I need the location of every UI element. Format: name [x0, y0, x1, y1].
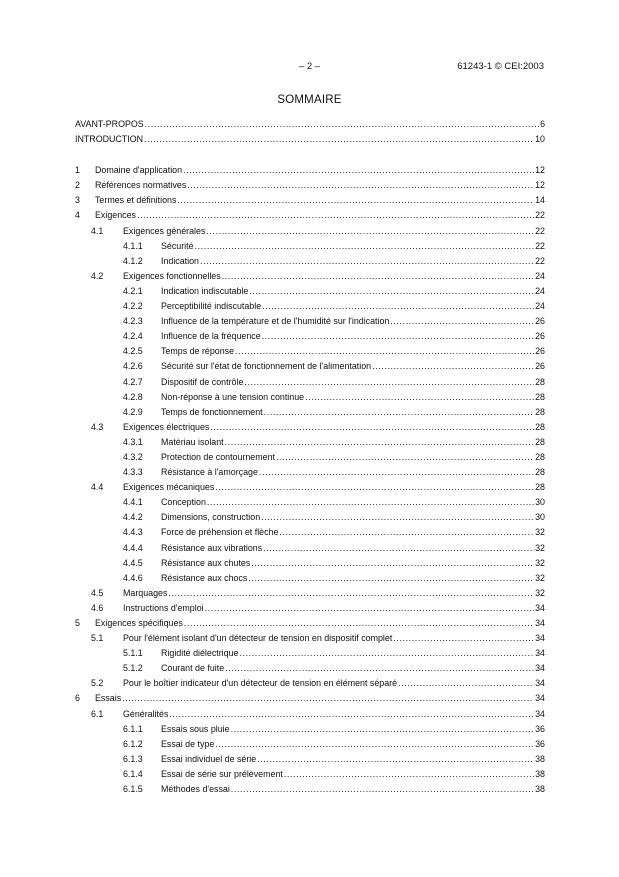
toc-entry-page: 34 [535, 618, 545, 628]
toc-entry-number: 4.2.6 [123, 361, 143, 372]
toc-entry[interactable] [75, 329, 545, 344]
toc-entry-label: INTRODUCTION [75, 134, 144, 145]
page-number: – 2 – [298, 61, 321, 72]
toc-entry[interactable] [75, 284, 545, 299]
dot-leader [263, 541, 534, 556]
toc-entry[interactable] [75, 224, 545, 239]
toc-entry-number: 4.2.2 [123, 301, 143, 312]
toc-entry-page: 26 [535, 331, 545, 342]
toc-entry-page: 34 [535, 602, 545, 613]
toc-entry-label: Instructions d'emploi [123, 602, 204, 613]
toc-entry[interactable] [75, 782, 545, 797]
toc-entry-number: 4.3.3 [123, 467, 143, 478]
toc-entry[interactable] [75, 586, 545, 601]
dot-leader [390, 314, 534, 329]
dot-leader [183, 163, 534, 178]
dot-leader [210, 420, 534, 435]
toc-entry-page: 14 [535, 195, 545, 206]
dot-leader [177, 193, 534, 208]
toc-entry-label: Rigidité diélectrique [161, 648, 239, 659]
dot-leader [249, 284, 534, 299]
toc-entry[interactable] [75, 661, 545, 676]
dot-leader [239, 646, 534, 661]
toc-entry[interactable] [75, 178, 545, 193]
toc-entry-page: 24 [535, 270, 545, 281]
toc-entry-page: 28 [535, 451, 545, 462]
toc-entry[interactable] [75, 752, 545, 767]
dot-leader [305, 390, 534, 405]
toc-entry-label: Non-réponse à une tension continue [161, 391, 305, 402]
toc-entry-number: 4.2.7 [123, 376, 143, 387]
toc-entry-label: Conception [161, 497, 206, 508]
toc-entry-number: 5 [75, 618, 80, 628]
dot-leader [225, 661, 534, 676]
toc-entry-label: Domaine d'application [95, 165, 183, 176]
toc-entry-number: 4.2.1 [123, 285, 143, 296]
toc-entry-number: 5.1.1 [123, 648, 143, 659]
toc-entry-number: 4.1.1 [123, 240, 143, 251]
toc-entry-label: Essai individuel de série [161, 753, 257, 764]
toc-entry-page: 22 [535, 240, 545, 251]
toc-entry-number: 4.4.3 [123, 527, 143, 538]
toc-entry-label: Dimensions, construction [161, 512, 261, 523]
toc-entry[interactable] [75, 510, 545, 525]
toc-entry-label: Références normatives [95, 180, 187, 191]
toc-entry-label: Influence de la température et de l'humidité sur l'indication [161, 316, 390, 327]
toc-entry-page: 34 [535, 633, 545, 644]
toc-entry-page: 12 [535, 180, 545, 191]
toc-entry-page: 24 [535, 301, 545, 312]
toc-entry-label: Dispositif de contrôle [161, 376, 244, 387]
dot-leader [145, 117, 539, 132]
toc-entry[interactable] [75, 691, 545, 706]
toc-entry[interactable] [75, 556, 545, 571]
toc-entry-number: 6.1.2 [123, 738, 143, 749]
toc-entry-number: 4.4 [91, 482, 104, 493]
toc-entry-number: 6 [75, 693, 80, 704]
dot-leader [231, 722, 535, 737]
toc-entry[interactable] [75, 254, 545, 269]
toc-entry[interactable] [75, 405, 545, 420]
toc-entry-page: 34 [535, 663, 545, 674]
toc-entry[interactable] [75, 420, 545, 435]
toc-entry-page: 32 [535, 557, 545, 568]
toc-entry[interactable] [75, 299, 545, 314]
toc-entry-number: 6.1.4 [123, 768, 143, 779]
dot-leader [235, 344, 534, 359]
toc-entry-label: Résistance aux chocs [161, 572, 248, 583]
dot-leader [393, 631, 534, 646]
toc-entry-label: Exigences spécifiques [95, 618, 183, 628]
toc-entry[interactable] [75, 676, 545, 691]
toc-entry-page: 26 [535, 346, 545, 357]
toc-entry[interactable] [75, 767, 545, 782]
toc-entry[interactable] [75, 208, 545, 223]
toc-entry[interactable] [75, 132, 545, 147]
toc-entry-page: 24 [535, 285, 545, 296]
table-of-contents [75, 117, 545, 797]
dot-leader [279, 525, 534, 540]
toc-entry-page: 32 [535, 587, 545, 598]
toc-entry-number: 6.1 [91, 708, 104, 719]
toc-entry-page: 6 [540, 119, 545, 129]
dot-leader [207, 495, 534, 510]
toc-entry-number: 4.4.5 [123, 557, 143, 568]
dot-leader [257, 752, 534, 767]
toc-entry-number: 5.2 [91, 678, 104, 689]
toc-entry-number: 4.1.2 [123, 255, 143, 266]
toc-entry-label: Sécurité [161, 240, 194, 251]
toc-entry-page: 22 [535, 210, 545, 221]
toc-entry-page: 34 [535, 678, 545, 689]
toc-entry[interactable] [75, 707, 545, 722]
toc-entry-number: 4.4.4 [123, 542, 143, 553]
toc-entry-label: Indication indiscutable [161, 285, 249, 296]
toc-entry-label: Essais [95, 693, 122, 704]
toc-entry-label: Exigences générales [123, 225, 206, 236]
toc-entry-label: Généralités [123, 708, 169, 719]
dot-leader [398, 676, 534, 691]
toc-entry-label: Matériau isolant [161, 436, 224, 447]
dot-leader [137, 208, 534, 223]
toc-entry[interactable] [75, 646, 545, 661]
toc-entry-page: 30 [535, 497, 545, 508]
toc-entry[interactable] [75, 465, 545, 480]
toc-entry[interactable] [75, 616, 545, 631]
toc-entry-page: 34 [535, 708, 545, 719]
dot-leader [222, 269, 534, 284]
toc-entry-page: 32 [535, 527, 545, 538]
toc-entry[interactable] [75, 435, 545, 450]
toc-entry-page: 34 [535, 648, 545, 659]
toc-entry[interactable] [75, 450, 545, 465]
toc-entry[interactable] [75, 390, 545, 405]
toc-entry-label: Termes et définitions [95, 195, 177, 206]
toc-entry[interactable] [75, 269, 545, 284]
toc-entry-page: 28 [535, 482, 545, 493]
page-title: SOMMAIRE [277, 94, 342, 106]
toc-entry-number: 4.2.4 [123, 331, 143, 342]
toc-entry-page: 28 [535, 406, 545, 417]
document-reference: 61243-1 © CEI:2003 [457, 61, 544, 72]
toc-entry-label: Indication [161, 255, 199, 266]
toc-entry[interactable] [75, 737, 545, 752]
toc-entry[interactable] [75, 375, 545, 390]
dot-leader [251, 556, 534, 571]
toc-entry-number: 5.1.2 [123, 663, 143, 674]
toc-entry-number: 4.3.2 [123, 451, 143, 462]
dot-leader [206, 224, 534, 239]
dot-leader [187, 178, 534, 193]
dot-leader [184, 616, 534, 631]
toc-entry[interactable] [75, 344, 545, 359]
toc-entry-page: 32 [535, 572, 545, 583]
toc-entry[interactable] [75, 193, 545, 208]
toc-entry-label: Essais sous pluie [161, 723, 230, 734]
toc-entry-label: Méthodes d'essai [161, 784, 230, 795]
toc-entry-label: Marquages [123, 587, 168, 598]
toc-entry-number: 4.6 [91, 602, 104, 613]
toc-entry-number: 4.1 [91, 225, 104, 236]
dot-leader [259, 465, 534, 480]
toc-entry-label: Temps de fonctionnement [161, 406, 263, 417]
toc-entry-number: 4 [75, 210, 80, 221]
toc-entry-number: 5.1 [91, 633, 104, 644]
toc-entry-number: 6.1.3 [123, 753, 143, 764]
toc-entry-label: Exigences fonctionnelles [123, 270, 221, 281]
dot-leader [122, 691, 534, 706]
toc-entry-number: 4.2.9 [123, 406, 143, 417]
toc-entry-number: 4.2 [91, 270, 104, 281]
toc-entry-label: AVANT-PROPOS [75, 119, 144, 129]
toc-entry-label: Influence de la fréquence [161, 331, 261, 342]
toc-entry-label: Temps de réponse [161, 346, 235, 357]
dot-leader [261, 510, 534, 525]
toc-entry[interactable] [75, 601, 545, 616]
toc-entry-label: Résistance aux vibrations [161, 542, 263, 553]
toc-entry-label: Essai de type [161, 738, 215, 749]
toc-entry-number: 4.3.1 [123, 436, 143, 447]
dot-leader [144, 132, 534, 147]
toc-entry-label: Exigences électriques [123, 421, 210, 432]
toc-entry-label: Pour le boîtier indicateur d'un détecteur de tension en élément séparé [123, 678, 398, 689]
toc-entry[interactable] [75, 359, 545, 374]
toc-entry[interactable] [75, 163, 545, 178]
toc-entry-page: 22 [535, 255, 545, 266]
dot-leader [205, 601, 535, 616]
dot-leader [169, 707, 534, 722]
toc-entry[interactable] [75, 480, 545, 495]
toc-entry-page: 12 [535, 165, 545, 176]
toc-entry-number: 4.4.6 [123, 572, 143, 583]
dot-leader [264, 405, 534, 420]
dot-leader [262, 299, 534, 314]
toc-entry-label: Protection de contournement [161, 451, 275, 462]
toc-entry-number: 4.4.2 [123, 512, 143, 523]
dot-leader [372, 359, 534, 374]
toc-entry-label: Perceptibilité indiscutable [161, 301, 262, 312]
toc-entry-label: Pour l'élément isolant d'un détecteur de tension en dispositif complet [123, 633, 393, 644]
toc-entry-label: Résistance aux chutes [161, 557, 251, 568]
toc-entry-number: 4.2.5 [123, 346, 143, 357]
toc-entry-page: 26 [535, 316, 545, 327]
toc-entry[interactable] [75, 239, 545, 254]
toc-entry-label: Force de préhension et flèche [161, 527, 279, 538]
dot-leader [244, 375, 534, 390]
toc-entry-number: 6.1.1 [123, 723, 143, 734]
toc-entry-page: 36 [535, 738, 545, 749]
dot-leader [284, 767, 534, 782]
toc-entry-label: Exigences [95, 210, 136, 221]
toc-entry-number: 1 [75, 165, 80, 176]
toc-entry-page: 38 [535, 753, 545, 764]
toc-entry[interactable] [75, 722, 545, 737]
toc-entry-number: 4.2.8 [123, 391, 143, 402]
toc-entry-label: Exigences mécaniques [123, 482, 215, 493]
toc-entry[interactable] [75, 541, 545, 556]
dot-leader [276, 450, 534, 465]
toc-entry-page: 22 [535, 225, 545, 236]
dot-leader [231, 782, 534, 797]
dot-leader [215, 480, 534, 495]
dot-leader [248, 571, 534, 586]
toc-entry-page: 34 [535, 693, 545, 704]
toc-entry[interactable] [75, 571, 545, 586]
toc-entry-label: Résistance à l'amorçage [161, 467, 258, 478]
toc-entry-page: 36 [535, 723, 545, 734]
toc-entry-page: 28 [535, 391, 545, 402]
toc-entry-page: 28 [535, 376, 545, 387]
toc-entry[interactable] [75, 631, 545, 646]
dot-leader [262, 329, 534, 344]
toc-entry-label: Essai de série sur prélèvement [161, 768, 283, 779]
toc-entry-number: 2 [75, 180, 80, 191]
dot-leader [195, 239, 535, 254]
dot-leader [168, 586, 534, 601]
toc-entry-page: 26 [535, 361, 545, 372]
toc-entry-page: 28 [535, 436, 545, 447]
toc-entry-number: 4.2.3 [123, 316, 143, 327]
toc-entry-page: 30 [535, 512, 545, 523]
toc-entry-number: 4.3 [91, 421, 104, 432]
toc-entry-label: Courant de fuite [161, 663, 225, 674]
toc-entry[interactable] [75, 525, 545, 540]
dot-leader [225, 435, 534, 450]
toc-entry-page: 10 [535, 134, 545, 145]
toc-entry[interactable] [75, 117, 545, 132]
dot-leader [215, 737, 534, 752]
toc-entry-number: 3 [75, 195, 80, 206]
toc-entry-number: 4.5 [91, 587, 104, 598]
dot-leader [200, 254, 534, 269]
toc-entry-page: 28 [535, 421, 545, 432]
toc-entry-number: 4.4.1 [123, 497, 143, 508]
toc-entry-page: 38 [535, 784, 545, 795]
toc-entry-page: 38 [535, 768, 545, 779]
toc-entry-page: 32 [535, 542, 545, 553]
toc-entry[interactable] [75, 314, 545, 329]
toc-entry-label: Sécurité sur l'état de fonctionnement de l'alimentation [161, 361, 372, 372]
toc-entry-page: 28 [535, 467, 545, 478]
toc-entry-number: 6.1.5 [123, 784, 143, 795]
toc-entry[interactable] [75, 495, 545, 510]
